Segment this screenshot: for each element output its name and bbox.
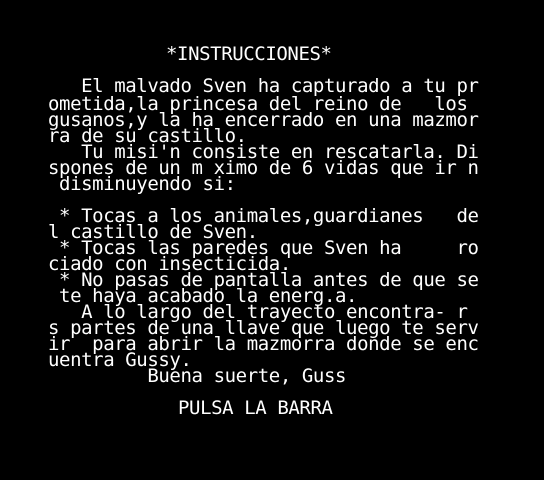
signoff-line: Buena suerte, Guss: [48, 365, 347, 387]
instructions-line: * No pasas de pantalla antes de que se: [48, 269, 479, 291]
instructions-line: ciado con insecticida.: [48, 253, 291, 275]
press-space-prompt[interactable]: PULSA LA BARRA: [178, 397, 333, 419]
instructions-line: ra de su castillo.: [48, 125, 247, 147]
instructions-line: uentra Gussy.: [48, 349, 192, 371]
instructions-line: s partes de una llave que luego te serv: [48, 317, 479, 339]
instructions-line: * Tocas las paredes que Sven ha ro: [48, 237, 479, 259]
instructions-line: spones de un m ximo de 6 vidas que ir n: [48, 157, 479, 179]
instructions-line: * Tocas a los animales,guardianes de: [48, 205, 479, 227]
instructions-line: El malvado Sven ha capturado a tu pr: [48, 75, 479, 97]
instructions-line: l castillo de Sven.: [48, 221, 258, 243]
instructions-line: gusanos,y la ha encerrado en una mazmor: [48, 109, 479, 131]
instructions-line: A lo largo del trayecto encontra- r: [48, 301, 468, 323]
instructions-line: disminuyendo si:: [48, 173, 236, 195]
instructions-title: *INSTRUCCIONES*: [166, 43, 332, 65]
instructions-line: ometida,la princesa del reino de los: [48, 93, 468, 115]
instructions-line: te haya acabado la energ.a.: [48, 285, 358, 307]
instructions-line: ir para abrir la mazmorra donde se enc: [48, 333, 479, 355]
instructions-line: Tu misi'n consiste en rescatarla. Di: [48, 141, 479, 163]
